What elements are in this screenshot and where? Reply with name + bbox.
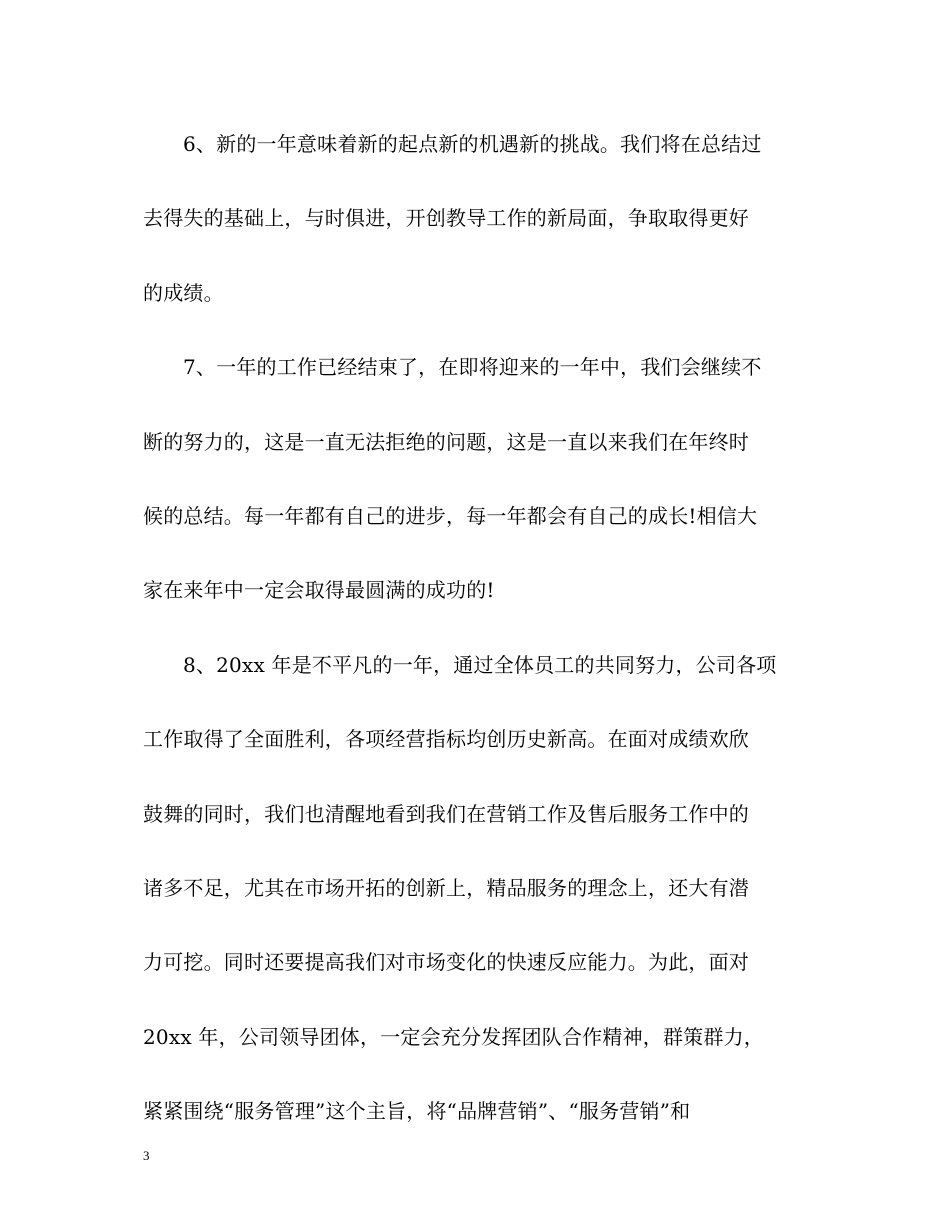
paragraph-8-line-3: 鼓舞的同时，我们也清醒地看到我们在营销工作及售后服务工作中的 (143, 801, 749, 826)
paragraph-8-line-1: 8、20xx 年是不平凡的一年，通过全体员工的共同努力，公司各项 (183, 652, 777, 677)
paragraph-7-line-1: 7、一年的工作已经结束了，在即将迎来的一年中，我们会继续不 (183, 355, 762, 380)
paragraph-6-line-1: 6、新的一年意味着新的起点新的机遇新的挑战。我们将在总结过 (183, 132, 762, 156)
paragraph-6-line-2: 去得失的基础上，与时俱进，开创教导工作的新局面，争取取得更好 (143, 206, 749, 231)
document-body (143, 121, 807, 1162)
paragraph-7-line-4: 家在来年中一定会取得最圆满的成功的! (143, 578, 495, 603)
paragraph-8-line-7: 紧紧围绕“服务管理”这个主旨，将“品牌营销”、“服务营销”和 (143, 1099, 691, 1124)
paragraph-7-line-2: 断的努力的，这是一直无法拒绝的问题，这是一直以来我们在年终时 (143, 429, 749, 454)
paragraph-8-line-2: 工作取得了全面胜利，各项经营指标均创历史新高。在面对成绩欢欣 (143, 727, 749, 752)
paragraph-8-line-4: 诸多不足，尤其在市场开拓的创新上，精品服务的理念上，还大有潜 (143, 875, 749, 900)
paragraph-6-line-3: 的成绩。 (143, 280, 224, 305)
paragraph-8-line-5: 力可挖。同时还要提高我们对市场变化的快速反应能力。为此，面对 (143, 950, 749, 975)
page-number: 3 (143, 1148, 150, 1163)
paragraph-8-line-6: 20xx 年，公司领导团体，一定会充分发挥团队合作精神，群策群力， (143, 1024, 764, 1049)
paragraph-7-line-3: 候的总结。每一年都有自己的进步，每一年都会有自己的成长!相信大 (143, 503, 758, 528)
